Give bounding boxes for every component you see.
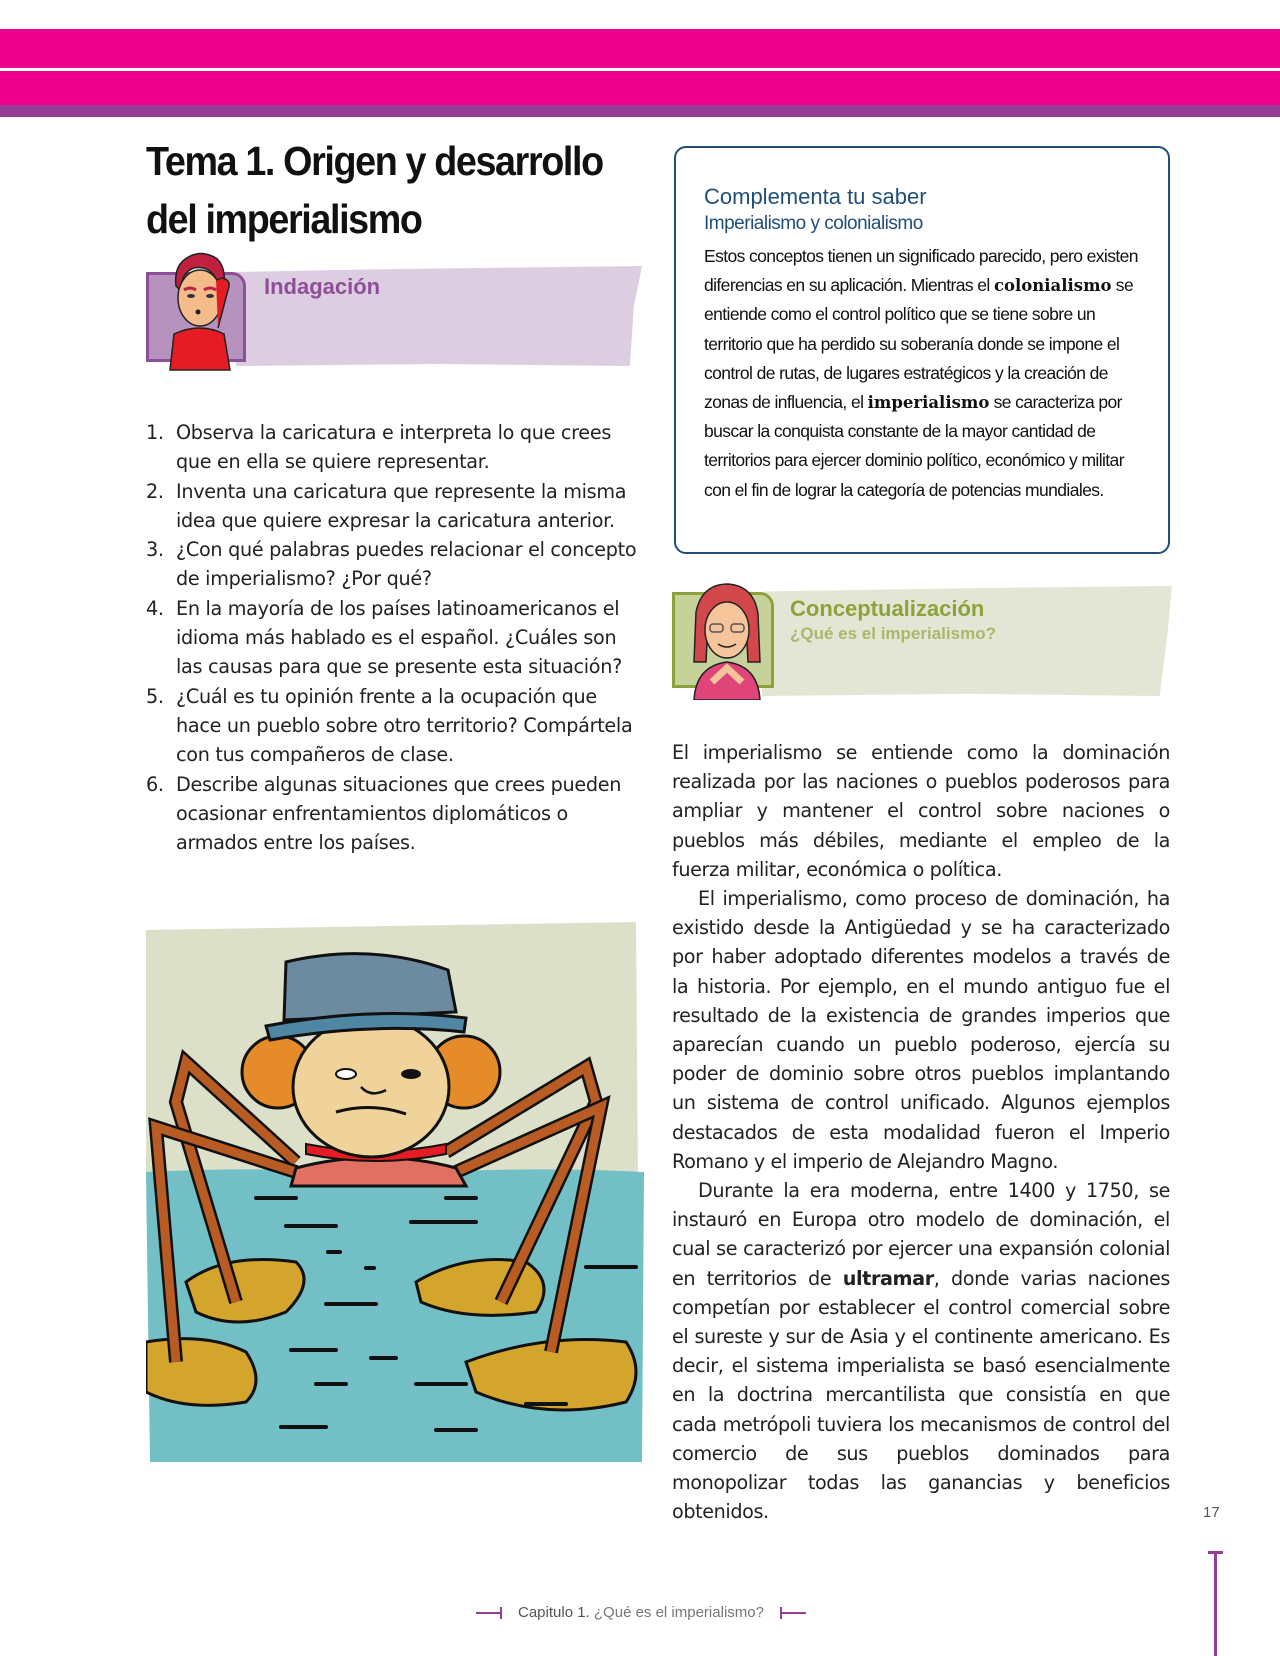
complementa-text-part: Estos conceptos tienen un significado parecido, pero existen diferencias en su aplicación. Mientras el <box>704 246 1138 296</box>
complementa-tu-saber-box <box>674 146 1170 554</box>
term-ultramar: ultramar <box>842 1266 934 1290</box>
title-line-2: del imperialismo <box>146 196 422 242</box>
question-number: 3. <box>146 538 164 562</box>
question-list <box>146 418 646 857</box>
footer-chapter-title: ¿Qué es el imperialismo? <box>593 1604 764 1621</box>
indagacion-banner <box>146 262 642 372</box>
girl-glasses-icon <box>682 582 772 700</box>
footer-text <box>518 1604 764 1621</box>
term-imperialismo: imperialismo <box>867 393 990 413</box>
body-paragraph-1: El imperialismo se entiende como la dominación realizada por las naciones o pueblos poderosos para ampliar y mantener el control sobre naciones o pueblos más débiles, mediante el empleo de la fuerza militar, económica o política. <box>672 741 1170 881</box>
footer-chapter: Capitulo 1. <box>518 1604 590 1621</box>
complementa-text-part: se caracteriza por buscar la conquista constante de la mayor cantidad de territorios para ejercer dominio político, económico y militar con el fin de lograr la categoría de potencias mundiales. <box>704 392 1124 500</box>
header-band-middle <box>0 71 1280 105</box>
question-text: Describe algunas situaciones que crees pueden ocasionar enfrentamientos diplomáticos o armados entre los países. <box>176 772 622 855</box>
question-item <box>146 535 646 594</box>
title-line-1: Tema 1. Origen y desarrollo <box>146 138 603 184</box>
main-body-text <box>672 738 1170 1526</box>
complementa-subtitle: Imperialismo y colonialismo <box>704 213 923 234</box>
indagacion-label: Indagación <box>264 274 381 299</box>
chapter-footer <box>476 1604 806 1621</box>
complementa-title: Complementa tu saber <box>704 184 927 209</box>
footer-line-right <box>780 1612 806 1614</box>
body-paragraph-3 <box>672 1176 1170 1526</box>
question-item <box>146 418 646 477</box>
footer-line-left <box>476 1612 502 1614</box>
question-item <box>146 770 646 858</box>
question-item <box>146 594 646 682</box>
question-text: Observa la caricatura e interpreta lo que crees que en ella se quiere representar. <box>176 421 612 474</box>
boy-thinking-icon <box>154 250 246 374</box>
page-number: 17 <box>1203 1504 1220 1521</box>
question-number: 5. <box>146 684 164 708</box>
complementa-text <box>704 242 1154 505</box>
body-text-part: Durante la era moderna, entre 1400 y 1750, se instauró en Europa otro modelo de dominación, el cual se caracterizó por ejercer una expansión colonial en territorios de <box>672 1179 1170 1290</box>
imperialism-spider-cartoon <box>146 922 644 1464</box>
question-text: ¿Cuál es tu opinión frente a la ocupación que hace un pueblo sobre otro territorio? Compártela con tus compañeros de clase. <box>176 684 633 767</box>
conceptualizacion-subtitle: ¿Qué es el imperialismo? <box>790 624 996 643</box>
body-text-part: , donde varias naciones competían por establecer el control comercial sobre el sureste y sur de Asia y el continente americano. Es decir, el sistema imperialista se basó esencialmente en la doctrina mercantilista que consistía en que cada metrópoli tuviera los mecanismos de control del comercio de sus pueblos dominados para monopolizar todas las ganancias y beneficios obtenidos. <box>672 1266 1170 1524</box>
question-number: 4. <box>146 596 164 620</box>
question-text: ¿Con qué palabras puedes relacionar el concepto de imperialismo? ¿Por qué? <box>176 538 637 591</box>
question-text: En la mayoría de los países latinoamericanos el idioma más hablado es el español. ¿Cuáles son las causas para que se presente esta situación? <box>176 596 622 679</box>
header-band-top <box>0 29 1280 68</box>
question-item <box>146 682 646 770</box>
question-number: 6. <box>146 772 164 796</box>
question-text: Inventa una caricatura que represente la misma idea que quiere expresar la caricatura anterior. <box>176 479 627 532</box>
page-edge-marker <box>1214 1551 1217 1656</box>
complementa-text-part: se entiende como el control político que se tiene sobre un territorio que ha perdido su soberanía donde se impone el control de rutas, de lugares estratégicos y la creación de zonas de influencia, el <box>704 275 1134 413</box>
question-number: 2. <box>146 479 164 503</box>
body-paragraph-2: El imperialismo, como proceso de dominación, ha existido desde la Antigüedad y se ha caracterizado por haber adoptado diferentes modelos a través de la historia. Por ejemplo, en el mundo antiguo fue el resultado de la existencia de grandes imperios que aparecían cuando un pueblo poderoso, ejercía su poder de dominio sobre otros pueblos implantando un sistema de control unificado. Algunos ejemplos destacados de esta modalidad fueron el Imperio Romano y el imperio de Alejandro Magno. <box>672 887 1170 1173</box>
term-colonialismo: colonialismo <box>993 276 1112 296</box>
header-band-purple <box>0 105 1280 117</box>
conceptualizacion-label: Conceptualización <box>790 596 985 621</box>
question-number: 1. <box>146 421 164 444</box>
page-title <box>146 132 624 248</box>
conceptualizacion-banner <box>672 582 1172 700</box>
question-item <box>146 477 646 536</box>
